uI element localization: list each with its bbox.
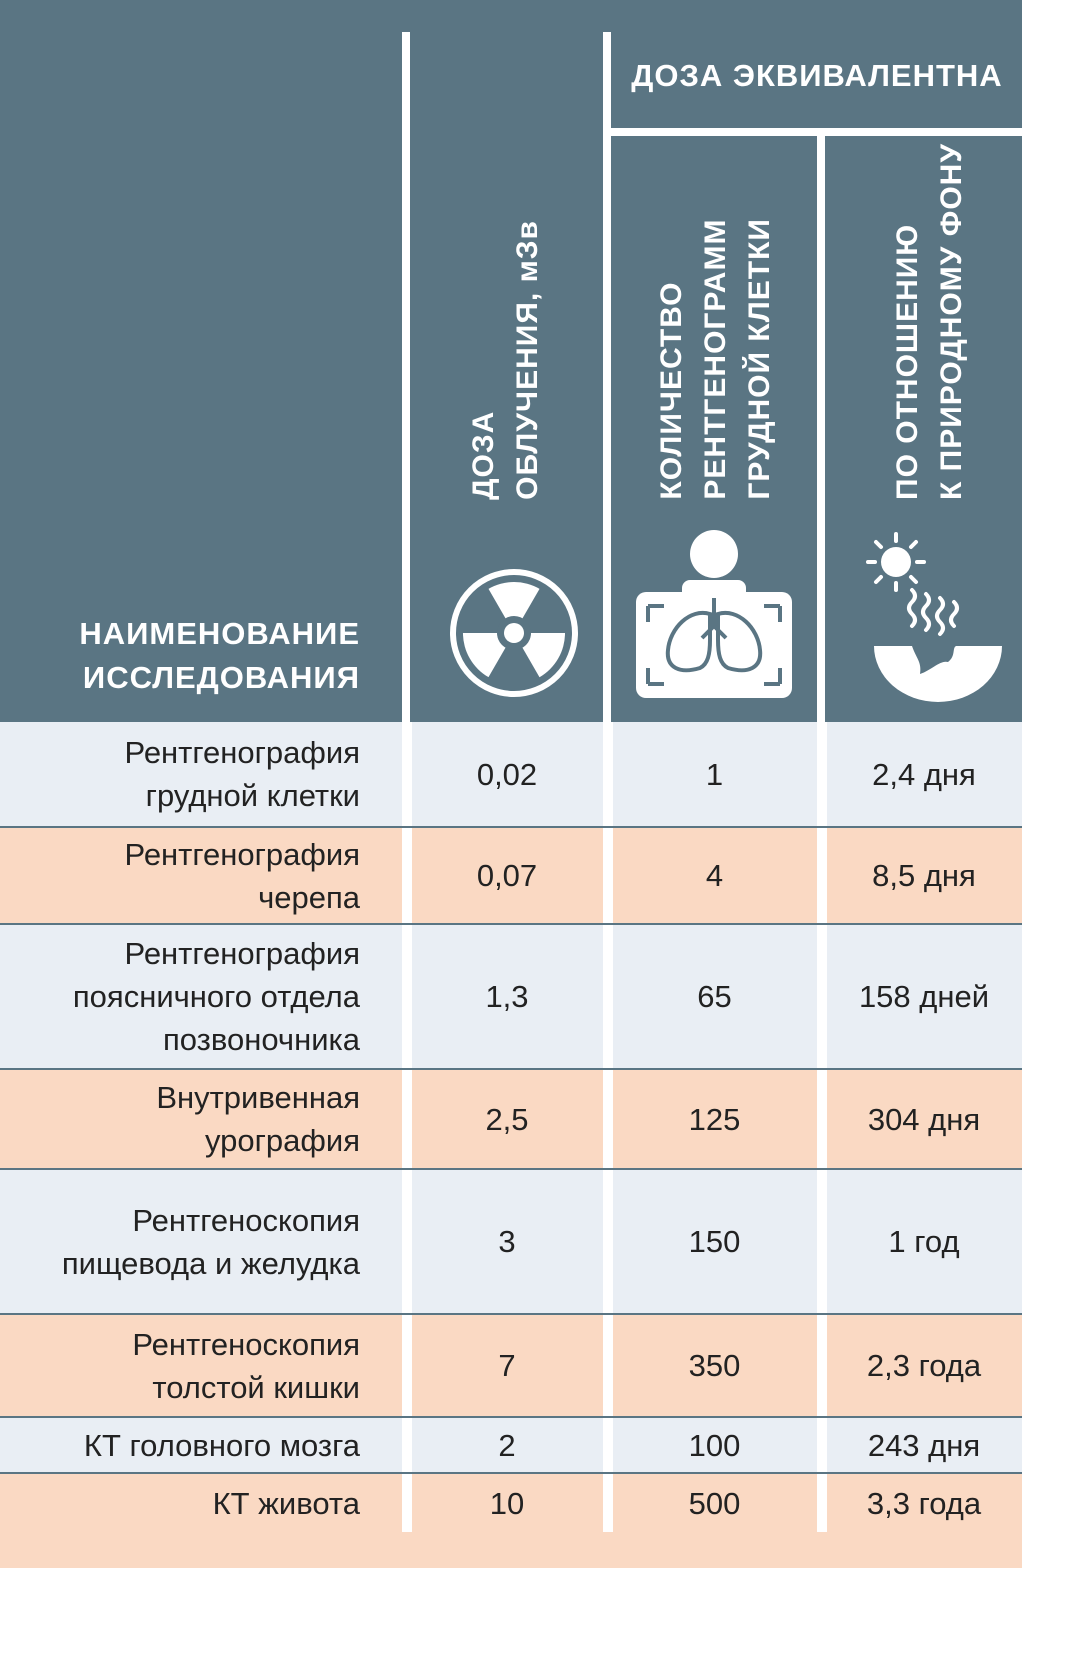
natural-background-cell: 2,4 дня — [872, 756, 976, 792]
name-column-header-line: ИССЛЕДОВАНИЯ — [82, 660, 360, 695]
dose-cell: 1,3 — [485, 979, 529, 1014]
exam-name-cell — [20, 722, 360, 826]
exam-name-cell — [20, 828, 360, 923]
column-separator — [402, 722, 412, 826]
header-divider — [817, 135, 825, 722]
exam-name-cell — [20, 1474, 360, 1532]
exam-name-cell — [20, 1070, 360, 1168]
exam-name-cell — [20, 925, 360, 1068]
xray-count-column-header-line: РЕНТГЕНОГРАММ — [699, 218, 732, 500]
table-row — [0, 925, 1022, 1068]
name-column-header — [40, 612, 360, 700]
table-row — [0, 1315, 1022, 1416]
xray-count-column-header — [650, 218, 782, 500]
column-separator — [402, 1170, 412, 1313]
exam-name-line: Рентгенография — [124, 936, 360, 971]
exam-name-cell — [20, 1418, 360, 1472]
column-separator — [402, 1315, 412, 1416]
exam-name-line: Рентгеноскопия — [132, 1326, 360, 1362]
exam-name-line: Рентгеноскопия — [132, 1202, 360, 1238]
exam-name-line: грудной клетки — [145, 778, 360, 813]
exam-name-line: КТ живота — [212, 1485, 360, 1521]
xray-count-column-header-line: КОЛИЧЕСТВО — [655, 281, 688, 500]
exam-name-cell — [20, 1170, 360, 1313]
exam-name-line: КТ головного мозга — [83, 1427, 360, 1463]
table-row — [0, 1170, 1022, 1313]
equivalent-dose-group-title: ДОЗА ЭКВИВАЛЕНТНА — [631, 58, 1003, 93]
dose-cell: 7 — [498, 1348, 516, 1383]
exam-name-line: толстой кишки — [152, 1369, 360, 1405]
xray-count-cell: 4 — [705, 858, 724, 893]
table-row — [0, 722, 1022, 826]
column-separator — [402, 1070, 412, 1168]
table-row — [0, 828, 1022, 923]
exam-name-cell — [20, 1315, 360, 1416]
dose-cell: 10 — [489, 1485, 525, 1521]
table-row — [0, 1474, 1022, 1568]
xray-count-cell: 350 — [688, 1348, 741, 1383]
group-title-underline — [603, 128, 1022, 136]
natural-background-column-header — [886, 143, 974, 500]
xray-count-cell: 500 — [688, 1485, 741, 1521]
chest-xray-icon — [634, 528, 794, 700]
dose-cell: 0,07 — [476, 858, 538, 893]
dose-column-header-line: ОБЛУЧЕНИЯ, мЗв — [511, 220, 544, 500]
column-separator — [402, 925, 412, 1068]
exam-name-line: Внутривенная — [156, 1080, 360, 1115]
column-separator — [402, 828, 412, 923]
exam-name-line: пищевода и желудка — [61, 1245, 360, 1281]
dose-cell: 2 — [498, 1427, 516, 1463]
xray-count-cell: 65 — [697, 979, 732, 1014]
xray-count-cell: 100 — [688, 1427, 741, 1463]
exam-name-line: поясничного отдела — [72, 979, 360, 1014]
xray-count-column-header-line: ГРУДНОЙ КЛЕТКИ — [743, 218, 776, 500]
dose-column-header-line: ДОЗА — [467, 410, 500, 500]
natural-background-column-header-line: ПО ОТНОШЕНИЮ — [891, 223, 924, 500]
exam-name-line: черепа — [258, 879, 360, 915]
dose-cell: 2,5 — [485, 1101, 529, 1137]
exam-name-line: позвоночника — [162, 1022, 360, 1057]
natural-background-cell: 2,3 года — [866, 1348, 982, 1383]
natural-background-column-header-line: К ПРИРОДНОМУ ФОНУ — [935, 143, 968, 500]
name-column-header-line: НАИМЕНОВАНИЕ — [79, 616, 360, 651]
xray-count-cell: 125 — [688, 1101, 741, 1137]
table-row — [0, 1418, 1022, 1472]
natural-background-cell: 8,5 дня — [872, 858, 976, 893]
dose-cell: 3 — [498, 1224, 516, 1259]
column-separator — [402, 1418, 412, 1472]
sun-earth-icon — [860, 530, 1006, 702]
natural-background-cell: 3,3 года — [866, 1485, 982, 1521]
header-divider — [402, 32, 410, 722]
dose-column-header — [462, 220, 550, 500]
natural-background-cell: 243 дня — [867, 1427, 981, 1463]
natural-background-cell: 304 дня — [867, 1101, 981, 1137]
xray-count-cell: 150 — [688, 1224, 741, 1259]
natural-background-cell: 1 год — [888, 1224, 960, 1259]
dose-cell: 0,02 — [476, 756, 538, 792]
radiation-icon — [448, 567, 580, 699]
exam-name-line: урография — [204, 1123, 360, 1158]
table-row — [0, 1070, 1022, 1168]
natural-background-cell: 158 дней — [858, 979, 990, 1014]
xray-count-cell: 1 — [705, 756, 724, 792]
exam-name-line: Рентгенография — [124, 735, 360, 770]
exam-name-line: Рентгенография — [124, 836, 360, 872]
column-separator — [402, 1474, 412, 1532]
